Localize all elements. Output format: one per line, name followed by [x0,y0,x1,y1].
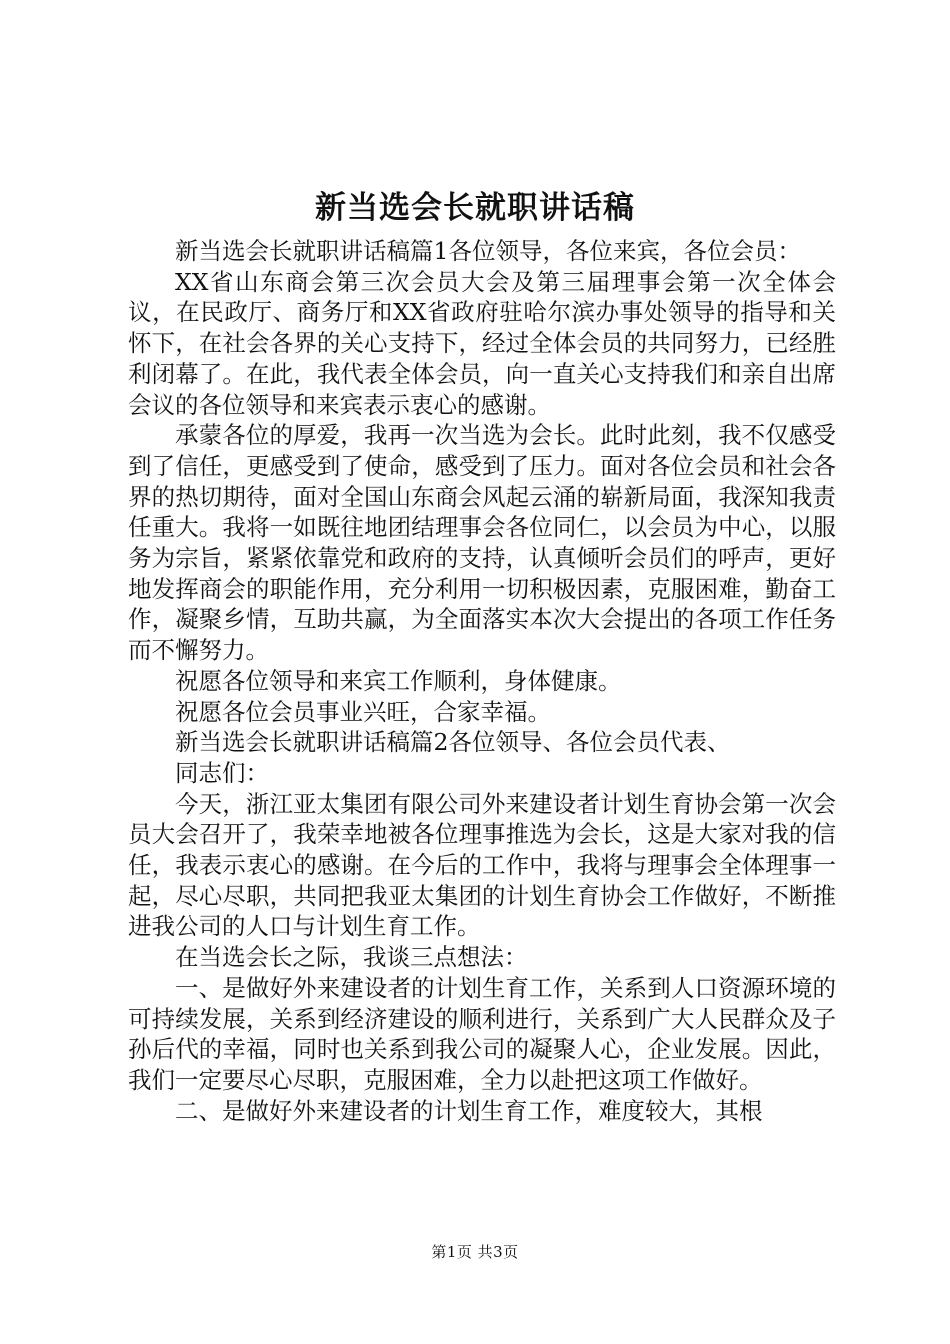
paragraph: 一、是做好外来建设者的计划生育工作，关系到人口资源环境的可持续发展，关系到经济建设的顺利进行，关系到广大人民群众及子孙后代的幸福，同时也关系到我公司的凝聚人心，企业发展。因此，我们一定要尽心尽职，克服困难，全力以赴把这项工作做好。 [128,973,836,1094]
paragraph: 祝愿各位领导和来宾工作顺利，身体健康。 [175,666,622,695]
paragraph: 新当选会长就职讲话稿篇2各位领导、各位会员代表、 [175,728,731,757]
paragraph: 祝愿各位会员事业兴旺，合家幸福。 [175,697,551,726]
paragraph: 新当选会长就职讲话稿篇1各位领导，各位来宾，各位会员： [175,237,801,265]
paragraph: 同志们： [175,758,269,787]
paragraph: 承蒙各位的厚爱，我再一次当选为会长。此时此刻，我不仅感受到了信任，更感受到了使命，感受到了压力。面对各位会员和社会各界的热切期待，面对全国山东商会风起云涌的崭新局面，我深知我责任重大。我将一如既往地团结理事会各位同仁，以会员为中心，以服务为宗旨，紧紧依靠党和政府的支持，认真倾听会员们的呼声，更好地发挥商会的职能作用，充分利用一切积极因素，克服困难，勤奋工作，凝聚乡情，互助共赢，为全面落实本次大会提出的各项工作任务而不懈努力。 [128,421,836,665]
paragraph: XX省山东商会第三次会员大会及第三届理事会第一次全体会议，在民政厅、商务厅和XX省政府驻哈尔滨办事处领导的指导和关怀下，在社会各界的关心支持下，经过全体会员的共同努力，已经胜利闭幕了。在此，我代表全体会员，向一直关心支持我们和亲自出席会议的各位领导和来宾表示衷心的感谢。 [128,267,836,419]
paragraph: 在当选会长之际，我谈三点想法： [175,943,528,972]
document-title: 新当选会长就职讲话稿 [315,190,635,226]
paragraph: 今天，浙江亚太集团有限公司外来建设者计划生育协会第一次会员大会召开了，我荣幸地被各位理事推选为会长，这是大家对我的信任，我表示衷心的感谢。在今后的工作中，我将与理事会全体理事一起，尽心尽职，共同把我亚太集团的计划生育协会工作做好，不断推进我公司的人口与计划生育工作。 [128,789,836,941]
page-footer: 第1页 共3页 [431,1243,519,1261]
paragraph: 二、是做好外来建设者的计划生育工作，难度较大，其根 [175,1096,763,1125]
document-body [128,236,836,1126]
